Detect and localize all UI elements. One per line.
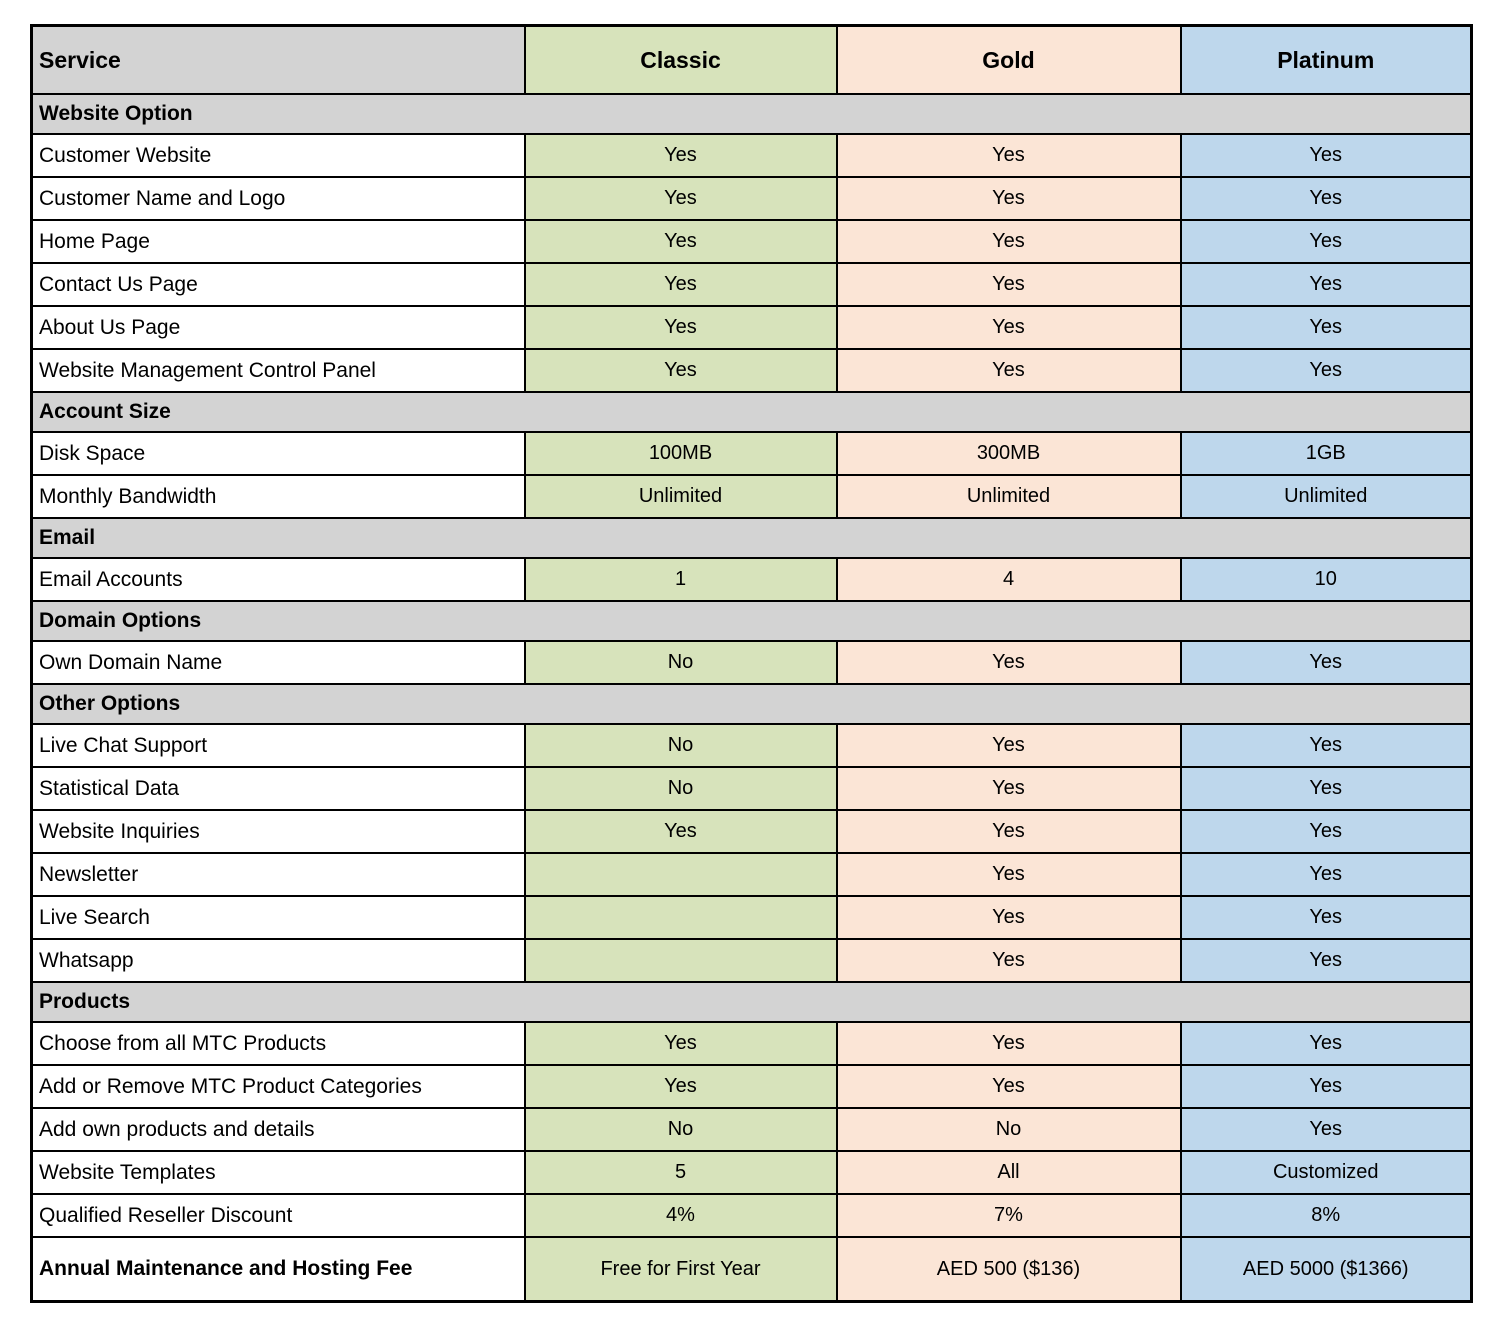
cell-classic: Yes [525, 1022, 837, 1065]
cell-gold: Yes [837, 177, 1181, 220]
cell-platinum: Yes [1181, 134, 1472, 177]
cell-gold: Yes [837, 724, 1181, 767]
cell-gold: All [837, 1151, 1181, 1194]
table-body [32, 94, 1472, 1302]
table-row [32, 432, 1472, 475]
section-header-row [32, 518, 1472, 558]
row-label: Statistical Data [32, 767, 525, 810]
row-label: Annual Maintenance and Hosting Fee [32, 1237, 525, 1302]
row-label: About Us Page [32, 306, 525, 349]
cell-classic: No [525, 767, 837, 810]
table-row [32, 1022, 1472, 1065]
cell-gold: Yes [837, 896, 1181, 939]
row-label: Home Page [32, 220, 525, 263]
cell-platinum: Customized [1181, 1151, 1472, 1194]
table-row [32, 1151, 1472, 1194]
pricing-table [30, 24, 1473, 1303]
cell-platinum: AED 5000 ($1366) [1181, 1237, 1472, 1302]
cell-classic: Yes [525, 134, 837, 177]
cell-gold: No [837, 1108, 1181, 1151]
cell-classic: Free for First Year [525, 1237, 837, 1302]
cell-gold: Yes [837, 1022, 1181, 1065]
cell-platinum: Yes [1181, 1022, 1472, 1065]
cell-gold: Yes [837, 853, 1181, 896]
cell-gold: Yes [837, 810, 1181, 853]
row-label: Add or Remove MTC Product Categories [32, 1065, 525, 1108]
section-title: Domain Options [32, 601, 1472, 641]
table-row [32, 134, 1472, 177]
cell-gold: AED 500 ($136) [837, 1237, 1181, 1302]
table-row [32, 558, 1472, 601]
table-row [32, 1194, 1472, 1237]
row-label: Live Chat Support [32, 724, 525, 767]
section-title: Other Options [32, 684, 1472, 724]
cell-classic: Yes [525, 263, 837, 306]
table-row [32, 306, 1472, 349]
cell-platinum: Yes [1181, 349, 1472, 392]
cell-classic [525, 896, 837, 939]
section-title: Website Option [32, 94, 1472, 134]
row-label: Contact Us Page [32, 263, 525, 306]
cell-platinum: Yes [1181, 1065, 1472, 1108]
cell-platinum: Yes [1181, 896, 1472, 939]
row-label: Newsletter [32, 853, 525, 896]
row-label: Customer Name and Logo [32, 177, 525, 220]
cell-classic: Yes [525, 220, 837, 263]
section-header-row [32, 392, 1472, 432]
cell-gold: Unlimited [837, 475, 1181, 518]
cell-platinum: Unlimited [1181, 475, 1472, 518]
cell-platinum: Yes [1181, 1108, 1472, 1151]
cell-gold: Yes [837, 1065, 1181, 1108]
cell-classic: Yes [525, 177, 837, 220]
cell-classic: No [525, 641, 837, 684]
cell-classic: 1 [525, 558, 837, 601]
section-header-row [32, 601, 1472, 641]
section-header-row [32, 94, 1472, 134]
table-row [32, 349, 1472, 392]
column-header-platinum: Platinum [1181, 26, 1472, 95]
cell-classic: No [525, 1108, 837, 1151]
row-label: Whatsapp [32, 939, 525, 982]
table-row [32, 1108, 1472, 1151]
footer-row [32, 1237, 1472, 1302]
table-row [32, 1065, 1472, 1108]
row-label: Email Accounts [32, 558, 525, 601]
cell-platinum: Yes [1181, 263, 1472, 306]
cell-gold: Yes [837, 220, 1181, 263]
cell-platinum: 1GB [1181, 432, 1472, 475]
cell-classic: Unlimited [525, 475, 837, 518]
cell-platinum: 10 [1181, 558, 1472, 601]
table-row [32, 939, 1472, 982]
table-row [32, 810, 1472, 853]
cell-platinum: 8% [1181, 1194, 1472, 1237]
table-row [32, 263, 1472, 306]
cell-gold: Yes [837, 767, 1181, 810]
cell-classic: Yes [525, 1065, 837, 1108]
column-header-classic: Classic [525, 26, 837, 95]
table-row [32, 641, 1472, 684]
row-label: Customer Website [32, 134, 525, 177]
cell-classic: Yes [525, 810, 837, 853]
section-title: Products [32, 982, 1472, 1022]
column-header-gold: Gold [837, 26, 1181, 95]
cell-classic [525, 853, 837, 896]
column-header-service: Service [32, 26, 525, 95]
cell-classic: Yes [525, 306, 837, 349]
table-row [32, 896, 1472, 939]
table-row [32, 724, 1472, 767]
cell-platinum: Yes [1181, 220, 1472, 263]
section-header-row [32, 982, 1472, 1022]
row-label: Website Management Control Panel [32, 349, 525, 392]
section-title: Account Size [32, 392, 1472, 432]
cell-platinum: Yes [1181, 939, 1472, 982]
table-row [32, 177, 1472, 220]
cell-gold: Yes [837, 939, 1181, 982]
row-label: Own Domain Name [32, 641, 525, 684]
cell-gold: Yes [837, 134, 1181, 177]
section-header-row [32, 684, 1472, 724]
cell-gold: Yes [837, 306, 1181, 349]
cell-gold: Yes [837, 349, 1181, 392]
section-title: Email [32, 518, 1472, 558]
table-row [32, 475, 1472, 518]
cell-gold: Yes [837, 263, 1181, 306]
row-label: Add own products and details [32, 1108, 525, 1151]
table-row [32, 220, 1472, 263]
cell-platinum: Yes [1181, 853, 1472, 896]
table-row [32, 767, 1472, 810]
table-row [32, 853, 1472, 896]
cell-classic: 5 [525, 1151, 837, 1194]
cell-gold: 4 [837, 558, 1181, 601]
row-label: Monthly Bandwidth [32, 475, 525, 518]
cell-platinum: Yes [1181, 306, 1472, 349]
cell-platinum: Yes [1181, 810, 1472, 853]
row-label: Disk Space [32, 432, 525, 475]
row-label: Website Templates [32, 1151, 525, 1194]
cell-platinum: Yes [1181, 641, 1472, 684]
cell-platinum: Yes [1181, 767, 1472, 810]
row-label: Choose from all MTC Products [32, 1022, 525, 1065]
cell-classic: 100MB [525, 432, 837, 475]
pricing-comparison [30, 24, 1470, 1303]
cell-platinum: Yes [1181, 724, 1472, 767]
cell-platinum: Yes [1181, 177, 1472, 220]
cell-classic: 4% [525, 1194, 837, 1237]
cell-classic: Yes [525, 349, 837, 392]
row-label: Qualified Reseller Discount [32, 1194, 525, 1237]
cell-gold: 300MB [837, 432, 1181, 475]
cell-classic [525, 939, 837, 982]
row-label: Website Inquiries [32, 810, 525, 853]
cell-classic: No [525, 724, 837, 767]
cell-gold: Yes [837, 641, 1181, 684]
row-label: Live Search [32, 896, 525, 939]
column-header-row [32, 26, 1472, 95]
cell-gold: 7% [837, 1194, 1181, 1237]
